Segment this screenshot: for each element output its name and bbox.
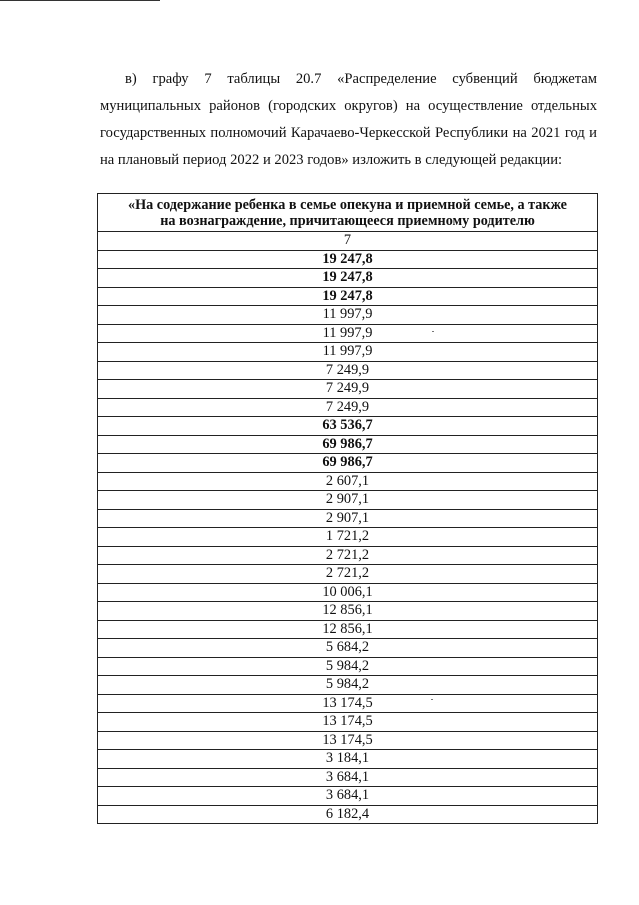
table-row <box>98 472 598 491</box>
table-row <box>98 676 598 695</box>
value-cell: 2 721,2 <box>98 565 598 584</box>
table-row <box>98 583 598 602</box>
table-row <box>98 491 598 510</box>
table-row <box>98 306 598 325</box>
value-cell: 63 536,7 <box>98 417 598 436</box>
table-row <box>98 657 598 676</box>
top-rule <box>0 0 160 1</box>
table-row <box>98 269 598 288</box>
table-row <box>98 565 598 584</box>
table-row <box>98 602 598 621</box>
column-header-line-1: «На содержание ребенка в семье опекуна и приемной семье, а также <box>128 197 567 213</box>
table-row <box>98 343 598 362</box>
value-cell: 3 684,1 <box>98 787 598 806</box>
value-cell: 2 907,1 <box>98 491 598 510</box>
value-cell: 12 856,1 <box>98 602 598 621</box>
value-cell: 5 984,2 <box>98 657 598 676</box>
value-cell: 1 721,2 <box>98 528 598 547</box>
table-row <box>98 287 598 306</box>
table-row <box>98 750 598 769</box>
table-row <box>98 435 598 454</box>
column-number-row <box>98 232 598 251</box>
table-row <box>98 639 598 658</box>
value-cell: 5 684,2 <box>98 639 598 658</box>
scan-speck <box>431 699 433 700</box>
value-cell: 12 856,1 <box>98 620 598 639</box>
table-row <box>98 805 598 824</box>
value-cell: 2 907,1 <box>98 509 598 528</box>
value-cell: 3 184,1 <box>98 750 598 769</box>
value-cell: 19 247,8 <box>98 250 598 269</box>
value-cell: 13 174,5 <box>98 731 598 750</box>
value-cell: 5 984,2 <box>98 676 598 695</box>
table-row <box>98 250 598 269</box>
scan-speck <box>432 331 434 332</box>
intro-paragraph: в) графу 7 таблицы 20.7 «Распределение субвенций бюджетам муниципальных районов (городских округов) на осуществление отдельных государственных полномочий Карачаево-Черкесской Республики на 2021 год и на плановый период 2022 и 2023 годов» изложить в следующей редакции: <box>100 71 597 168</box>
table-row <box>98 694 598 713</box>
value-cell: 7 249,9 <box>98 361 598 380</box>
column-header-line-2: на вознаграждение, причитающееся приемному родителю <box>160 213 535 229</box>
value-cell: 11 997,9 <box>98 324 598 343</box>
values-table <box>97 193 598 824</box>
value-cell: 11 997,9 <box>98 306 598 325</box>
table-row <box>98 620 598 639</box>
table-row <box>98 546 598 565</box>
value-cell: 69 986,7 <box>98 435 598 454</box>
table-row <box>98 528 598 547</box>
value-cell: 2 721,2 <box>98 546 598 565</box>
value-cell: 6 182,4 <box>98 805 598 824</box>
table-row <box>98 380 598 399</box>
table-row <box>98 787 598 806</box>
value-cell: 19 247,8 <box>98 269 598 288</box>
table-row <box>98 731 598 750</box>
value-cell: 2 607,1 <box>98 472 598 491</box>
value-cell: 10 006,1 <box>98 583 598 602</box>
value-cell: 7 249,9 <box>98 380 598 399</box>
table-header-row <box>98 194 598 232</box>
value-cell: 11 997,9 <box>98 343 598 362</box>
value-cell: 7 249,9 <box>98 398 598 417</box>
column-number: 7 <box>98 232 598 251</box>
value-cell: 19 247,8 <box>98 287 598 306</box>
value-cell: 13 174,5 <box>98 694 598 713</box>
table-row <box>98 713 598 732</box>
table-row <box>98 417 598 436</box>
table-row <box>98 768 598 787</box>
table-row <box>98 454 598 473</box>
table-row <box>98 509 598 528</box>
table-row <box>98 398 598 417</box>
value-cell: 13 174,5 <box>98 713 598 732</box>
column-header <box>98 194 598 232</box>
value-cell: 69 986,7 <box>98 454 598 473</box>
value-cell: 3 684,1 <box>98 768 598 787</box>
table-row <box>98 324 598 343</box>
table-row <box>98 361 598 380</box>
